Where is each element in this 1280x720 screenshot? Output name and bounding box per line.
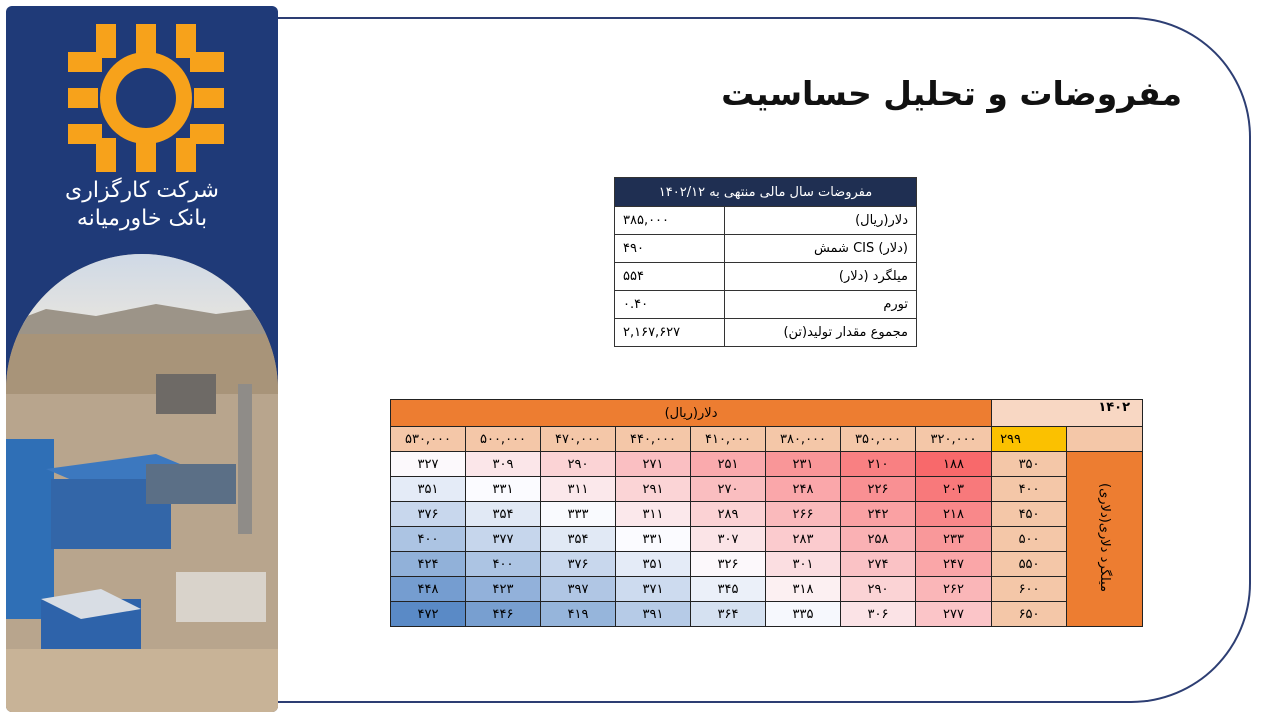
header-blank-cell [1067, 427, 1143, 452]
table-row [615, 263, 917, 291]
sensitivity-table [390, 399, 1143, 627]
table-row [615, 207, 917, 235]
sensitivity-cell: ۳۱۱ [616, 502, 691, 527]
sensitivity-cell: ۳۵۱ [616, 552, 691, 577]
sensitivity-cell: ۳۳۵ [766, 602, 841, 627]
sensitivity-cell: ۴۰۰ [391, 527, 466, 552]
sensitivity-cell: ۴۴۶ [466, 602, 541, 627]
row-header: ۵۵۰ [992, 552, 1067, 577]
table-row [391, 452, 1143, 477]
table-row [615, 291, 917, 319]
sun-logo-icon [68, 24, 224, 172]
sensitivity-cell: ۳۲۶ [691, 552, 766, 577]
sensitivity-cell: ۲۸۹ [691, 502, 766, 527]
steel-plant-photo [6, 254, 278, 712]
sensitivity-cell: ۲۴۸ [766, 477, 841, 502]
sensitivity-cell: ۲۳۳ [916, 527, 992, 552]
row-header: ۶۵۰ [992, 602, 1067, 627]
sensitivity-cell: ۲۶۲ [916, 577, 992, 602]
sensitivity-cell: ۳۴۵ [691, 577, 766, 602]
assumption-label: دلار(ریال) [724, 207, 916, 235]
sensitivity-cell: ۲۵۸ [841, 527, 916, 552]
table-row [391, 577, 1143, 602]
assumptions-header: مفروضات سال مالی منتهی به ۱۴۰۲/۱۲ [615, 178, 917, 207]
sensitivity-cell: ۲۹۱ [616, 477, 691, 502]
sensitivity-cell: ۳۰۹ [466, 452, 541, 477]
sensitivity-cell: ۳۲۷ [391, 452, 466, 477]
sensitivity-cell: ۲۶۶ [766, 502, 841, 527]
sensitivity-cell: ۲۵۱ [691, 452, 766, 477]
assumption-label: تورم [724, 291, 916, 319]
sensitivity-cell: ۳۳۱ [466, 477, 541, 502]
currency-caption: دلار(ریال) [391, 400, 992, 427]
assumption-value: ۲,۱۶۷,۶۲۷ [615, 319, 725, 347]
sensitivity-cell: ۱۸۸ [916, 452, 992, 477]
sensitivity-cell: ۲۱۸ [916, 502, 992, 527]
rebar-price-side-cell [1067, 452, 1143, 627]
sensitivity-cell: ۳۳۳ [541, 502, 616, 527]
sensitivity-cell: ۲۰۳ [916, 477, 992, 502]
sensitivity-cell: ۲۲۶ [841, 477, 916, 502]
table-row [615, 319, 917, 347]
sensitivity-cell: ۳۳۱ [616, 527, 691, 552]
assumption-value: ۰.۴۰ [615, 291, 725, 319]
table-row [391, 477, 1143, 502]
sensitivity-cell: ۳۰۶ [841, 602, 916, 627]
column-header: ۵۰۰,۰۰۰ [466, 427, 541, 452]
brand-name-line2: بانک خاورمیانه [76, 206, 208, 231]
sidebar [6, 6, 278, 712]
sensitivity-cell: ۳۹۱ [616, 602, 691, 627]
sensitivity-cell: ۳۷۱ [616, 577, 691, 602]
sensitivity-cell: ۲۷۴ [841, 552, 916, 577]
sensitivity-cell: ۲۸۳ [766, 527, 841, 552]
assumption-label: میلگرد (دلار) [724, 263, 916, 291]
assumption-value: ۳۸۵,۰۰۰ [615, 207, 725, 235]
sensitivity-cell: ۳۵۱ [391, 477, 466, 502]
assumption-value: ۴۹۰ [615, 235, 725, 263]
year-label: ۱۴۰۲ [992, 400, 1143, 427]
sensitivity-cell: ۲۴۲ [841, 502, 916, 527]
column-header: ۴۷۰,۰۰۰ [541, 427, 616, 452]
row-header: ۴۵۰ [992, 502, 1067, 527]
column-header: ۴۱۰,۰۰۰ [691, 427, 766, 452]
sensitivity-cell: ۲۳۱ [766, 452, 841, 477]
sensitivity-cell: ۲۱۰ [841, 452, 916, 477]
sensitivity-cell: ۴۱۹ [541, 602, 616, 627]
row-header: ۵۰۰ [992, 527, 1067, 552]
brand-name-line1: شرکت کارگزاری [64, 178, 219, 203]
row-header: ۳۵۰ [992, 452, 1067, 477]
sensitivity-cell: ۲۷۷ [916, 602, 992, 627]
sensitivity-cell: ۴۴۸ [391, 577, 466, 602]
table-row [391, 552, 1143, 577]
sensitivity-cell: ۳۱۱ [541, 477, 616, 502]
sensitivity-cell: ۲۷۱ [616, 452, 691, 477]
column-header: ۳۲۰,۰۰۰ [916, 427, 992, 452]
table-row [391, 527, 1143, 552]
assumption-label: (دلار) CIS شمش [724, 235, 916, 263]
sensitivity-cell: ۴۰۰ [466, 552, 541, 577]
table-row [615, 235, 917, 263]
sensitivity-cell: ۴۲۴ [391, 552, 466, 577]
sensitivity-cell: ۳۷۷ [466, 527, 541, 552]
sensitivity-cell: ۳۹۷ [541, 577, 616, 602]
column-header: ۵۳۰,۰۰۰ [391, 427, 466, 452]
sensitivity-cell: ۳۵۴ [541, 527, 616, 552]
sensitivity-cell: ۴۷۲ [391, 602, 466, 627]
column-header: ۳۸۰,۰۰۰ [766, 427, 841, 452]
sensitivity-cell: ۳۰۱ [766, 552, 841, 577]
assumption-label: مجموع مقدار تولید(تن) [724, 319, 916, 347]
table-row [391, 602, 1143, 627]
page-title: مفروضات و تحلیل حساسیت [721, 74, 1182, 113]
sensitivity-cell: ۴۲۳ [466, 577, 541, 602]
sensitivity-cell: ۲۴۷ [916, 552, 992, 577]
sensitivity-cell: ۳۰۷ [691, 527, 766, 552]
row-header: ۶۰۰ [992, 577, 1067, 602]
rebar-price-caption: میلگرد دلاری(دلاری) [1097, 482, 1113, 592]
sensitivity-cell: ۲۹۰ [541, 452, 616, 477]
column-header: ۳۵۰,۰۰۰ [841, 427, 916, 452]
base-value-cell: ۲۹۹ [992, 427, 1067, 452]
row-header: ۴۰۰ [992, 477, 1067, 502]
sensitivity-cell: ۳۷۶ [541, 552, 616, 577]
table-row [391, 502, 1143, 527]
assumption-value: ۵۵۴ [615, 263, 725, 291]
sensitivity-cell: ۲۹۰ [841, 577, 916, 602]
sensitivity-cell: ۳۶۴ [691, 602, 766, 627]
assumptions-table [614, 177, 917, 347]
sensitivity-cell: ۳۷۶ [391, 502, 466, 527]
sensitivity-cell: ۳۵۴ [466, 502, 541, 527]
sensitivity-cell: ۳۱۸ [766, 577, 841, 602]
column-header: ۴۴۰,۰۰۰ [616, 427, 691, 452]
sensitivity-cell: ۲۷۰ [691, 477, 766, 502]
